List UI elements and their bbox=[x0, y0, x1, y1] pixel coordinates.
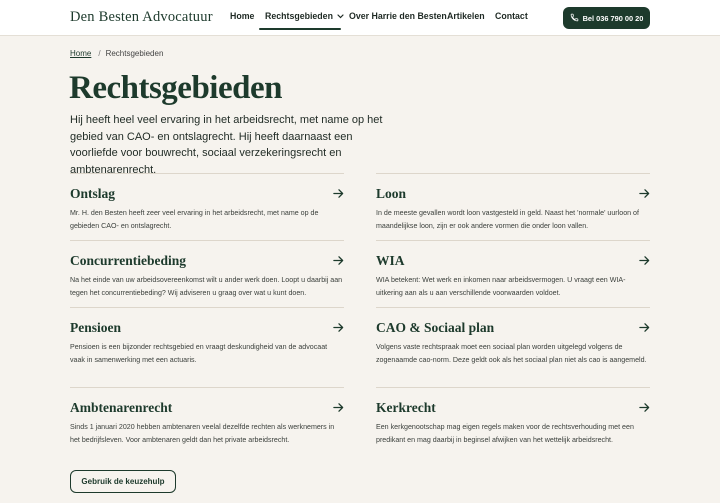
area-title: Concurrentiebeding bbox=[70, 253, 187, 268]
nav-active-indicator bbox=[259, 28, 341, 30]
breadcrumb bbox=[70, 49, 163, 58]
area-card-ontslag[interactable] bbox=[70, 173, 344, 240]
arrow-right-icon bbox=[639, 402, 650, 413]
area-description: WIA betekent: Wet werk en inkomen naar arbeidsvermogen. U vraagt een WIA-uitkering aan als u aan verschillende voorwaarden voldoet. bbox=[376, 276, 626, 297]
area-title: Ambtenarenrecht bbox=[70, 400, 173, 415]
area-title: WIA bbox=[376, 253, 405, 268]
arrow-right-icon bbox=[333, 322, 344, 333]
area-card-cao-sociaal-plan[interactable] bbox=[376, 307, 650, 387]
area-description: Volgens vaste rechtspraak moet een sociaal plan worden uitgelegd volgens de zogenaamde cao-norm. Deze geldt ook als het sociaal plan niet als cao is aangemeld. bbox=[376, 343, 647, 364]
area-title: Kerkrecht bbox=[376, 400, 436, 415]
site-logo[interactable]: Den Besten Advocatuur bbox=[70, 9, 213, 25]
phone-button[interactable] bbox=[563, 7, 650, 29]
area-description: Een kerkgenootschap mag eigen regels maken voor de rechtsverhouding met een predikant en mag daarbij in beginsel afwijken van het wettelijk arbeidsrecht. bbox=[376, 423, 634, 444]
arrow-right-icon bbox=[333, 188, 344, 199]
phone-button-label: Bel 036 790 00 20 bbox=[582, 13, 644, 23]
arrow-right-icon bbox=[639, 255, 650, 266]
page-intro: Hij heeft heel veel ervaring in het arbeidsrecht, met name op het gebied van CAO- en ontslagrecht. Hij heeft daarnaast een voorliefde voor bouwrecht, sociaal verzekeringsrecht en ambtenarenrecht. bbox=[70, 114, 383, 176]
area-title: Pensioen bbox=[70, 320, 122, 335]
area-card-ambtenarenrecht[interactable] bbox=[70, 387, 344, 453]
area-card-loon[interactable] bbox=[376, 173, 650, 240]
area-title: Loon bbox=[376, 186, 407, 201]
arrow-right-icon bbox=[639, 322, 650, 333]
site-header bbox=[0, 0, 720, 36]
area-title: Ontslag bbox=[70, 186, 116, 201]
nav-rechtsgebieden[interactable] bbox=[265, 11, 344, 21]
phone-icon bbox=[570, 13, 579, 24]
chevron-down-icon bbox=[337, 11, 344, 21]
area-description: In de meeste gevallen wordt loon vastgesteld in geld. Naast het 'normale' uurloon of maandelijkse loon, zijn er ook andere vormen die onder loon vallen. bbox=[376, 209, 639, 230]
nav-contact[interactable]: Contact bbox=[495, 11, 528, 21]
arrow-right-icon bbox=[333, 402, 344, 413]
area-card-wia[interactable] bbox=[376, 240, 650, 307]
area-card-concurrentiebeding[interactable] bbox=[70, 240, 344, 307]
nav-artikelen[interactable]: Artikelen bbox=[447, 11, 485, 21]
area-description: Sinds 1 januari 2020 hebben ambtenaren veelal dezelfde rechten als werknemers in het bedrijfsleven. Voor ambtenaren geldt dan het private arbeidsrecht. bbox=[70, 423, 335, 444]
arrow-right-icon bbox=[333, 255, 344, 266]
area-card-kerkrecht[interactable] bbox=[376, 387, 650, 453]
area-card-pensioen[interactable] bbox=[70, 307, 344, 387]
nav-over-harrie[interactable]: Over Harrie den Besten bbox=[349, 11, 447, 21]
keuzehulp-button[interactable]: Gebruik de keuzehulp bbox=[70, 470, 176, 493]
area-description: Na het einde van uw arbeidsovereenkomst wilt u ander werk doen. Loopt u daarbij aan tegen het concurrentiebeding? Wij adviseren u graag over wat u kunt doen. bbox=[70, 276, 343, 297]
breadcrumb-separator: / bbox=[98, 49, 101, 58]
area-description: Mr. H. den Besten heeft zeer veel ervaring in het arbeidsrecht, met name op de gebieden CAO- en ontslagrecht. bbox=[70, 209, 319, 230]
nav-home[interactable]: Home bbox=[230, 11, 255, 21]
area-description: Pensioen is een bijzonder rechtsgebied en vraagt deskundigheid van de advocaat vaak in samenwerking met een actuaris. bbox=[70, 343, 328, 364]
area-title: CAO & Sociaal plan bbox=[376, 320, 495, 335]
breadcrumb-home[interactable]: Home bbox=[70, 49, 92, 58]
arrow-right-icon bbox=[639, 188, 650, 199]
nav-rechtsgebieden-label: Rechtsgebieden bbox=[265, 11, 333, 21]
breadcrumb-current: Rechtsgebieden bbox=[105, 49, 164, 58]
page-title: Rechtsgebieden bbox=[69, 70, 282, 106]
